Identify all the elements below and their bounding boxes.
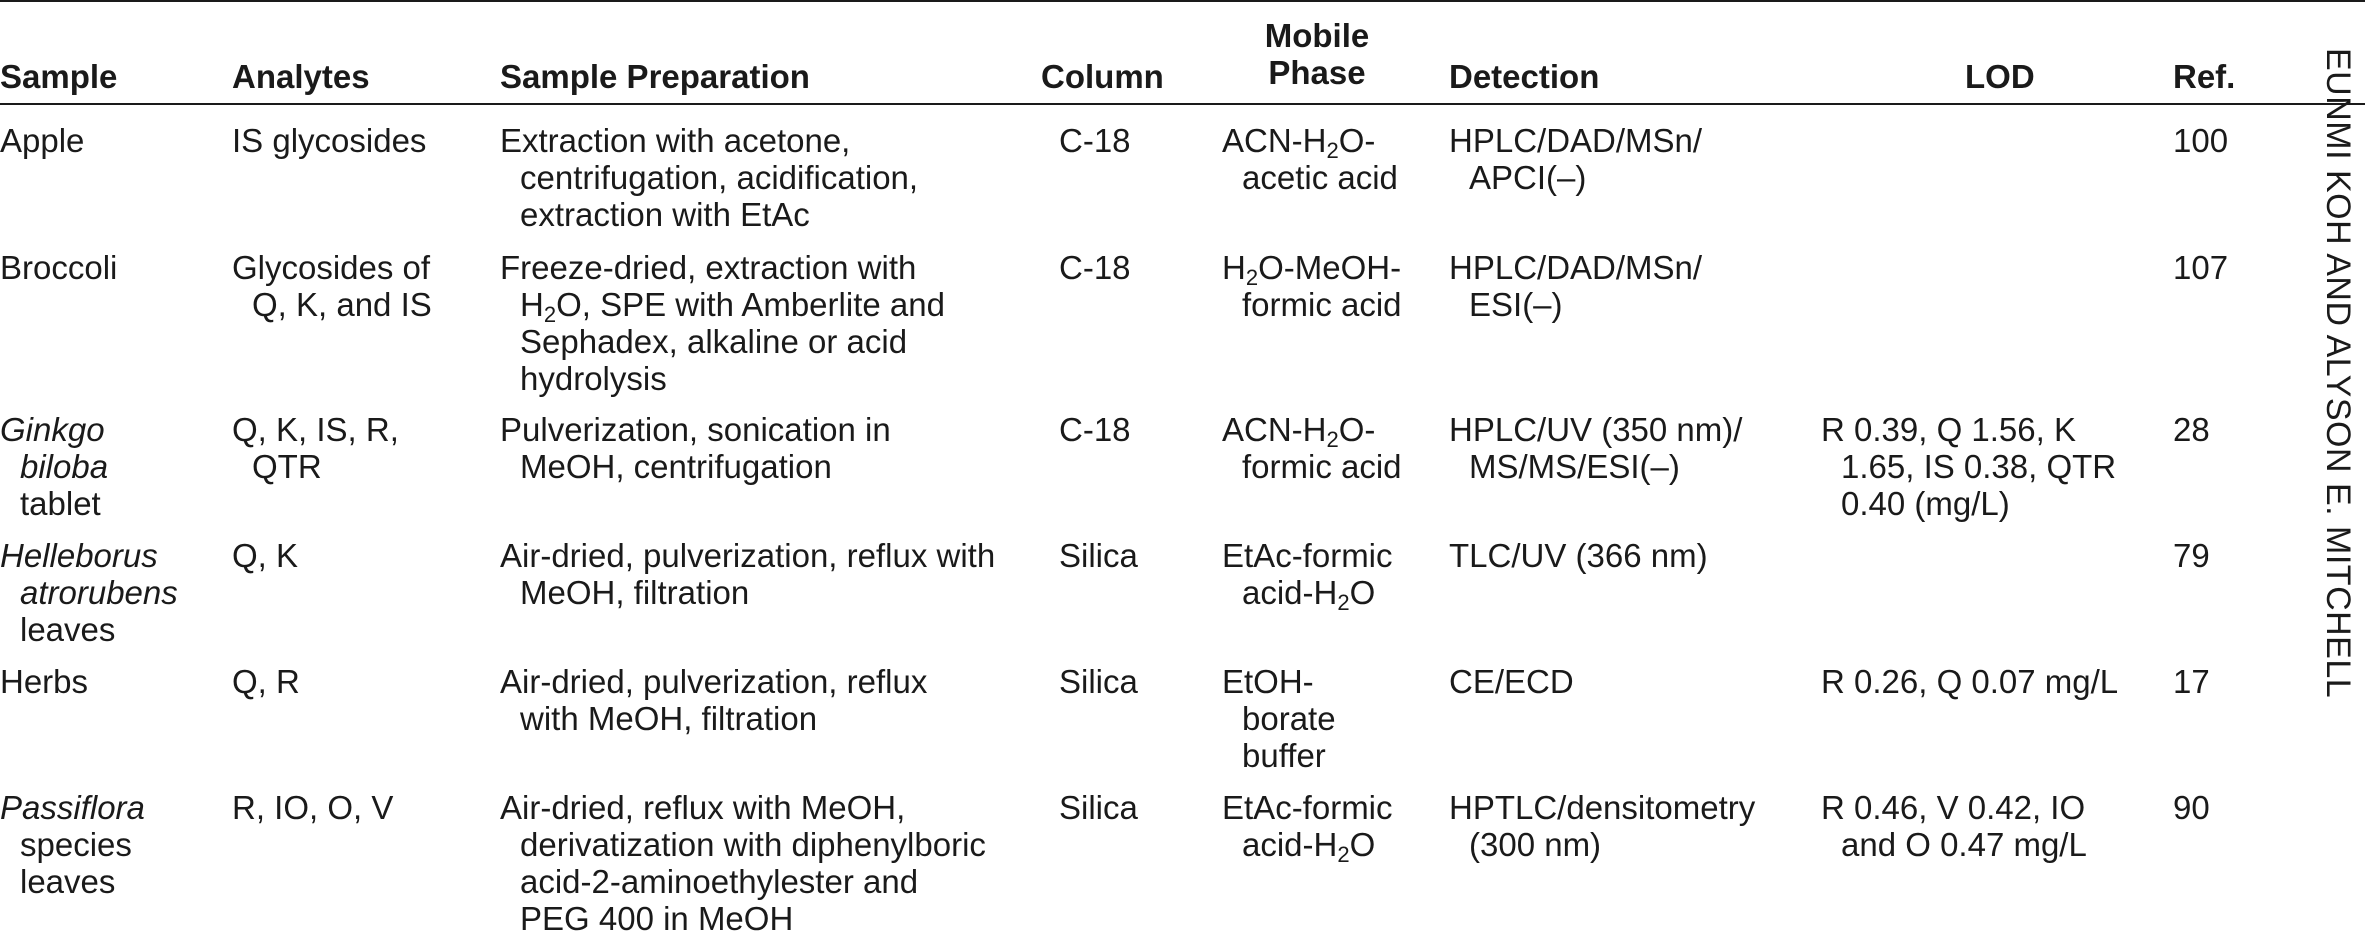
cell-sample: Broccoli bbox=[0, 249, 118, 286]
cell-column: Silica bbox=[1059, 789, 1138, 826]
header-lod: LOD bbox=[1965, 58, 2035, 95]
cell-ref: 28 bbox=[2173, 411, 2210, 448]
cell-detection: HPLC/DAD/MSn/ ESI(–) bbox=[1449, 249, 1703, 323]
cell-detection: HPLC/UV (350 nm)/ MS/MS/ESI(–) bbox=[1449, 411, 1743, 485]
table-top-rule bbox=[0, 0, 2365, 2]
cell-analytes: Q, K bbox=[232, 537, 299, 574]
cell-sample: Ginkgo biloba tablet bbox=[0, 411, 109, 522]
cell-column: C-18 bbox=[1059, 249, 1131, 286]
running-head-text: EUNMI KOH AND ALYSON E. MITCHELL bbox=[2319, 48, 2357, 699]
cell-detection: HPLC/DAD/MSn/ APCI(–) bbox=[1449, 122, 1703, 196]
header-sample-preparation: Sample Preparation bbox=[500, 58, 810, 95]
cell-analytes: Q, K, IS, R, QTR bbox=[232, 411, 399, 485]
cell-column: Silica bbox=[1059, 663, 1138, 700]
cell-mobile-phase: ACN-$H_2O-$ acetic acid bbox=[1222, 122, 1398, 196]
cell-analytes: Q, R bbox=[232, 663, 300, 700]
cell-detection: CE/ECD bbox=[1449, 663, 1574, 700]
cell-analytes: Glycosides of Q, K, and IS bbox=[232, 249, 432, 323]
header-ref: Ref. bbox=[2173, 58, 2236, 95]
cell-ref: 100 bbox=[2173, 122, 2229, 159]
running-head bbox=[2318, 48, 2358, 908]
header-analytes: Analytes bbox=[232, 58, 370, 95]
cell-ref: 107 bbox=[2173, 249, 2229, 286]
cell-sample-preparation: Air-dried, pulverization, reflux with MeOH, filtration bbox=[500, 537, 996, 611]
cell-sample-preparation: Pulverization, sonication in MeOH, centrifugation bbox=[500, 411, 891, 485]
cell-analytes: IS glycosides bbox=[232, 122, 427, 159]
cell-mobile-phase: ACN-$H_2O-$ formic acid bbox=[1222, 411, 1402, 485]
header-detection: Detection bbox=[1449, 58, 1600, 95]
cell-column: C-18 bbox=[1059, 122, 1131, 159]
cell-lod: R 0.39, Q 1.56, K 1.65, IS 0.38, QTR 0.40 (mg/L) bbox=[1821, 411, 2117, 522]
cell-sample-preparation: Extraction with acetone, centrifugation, acidification, extraction with EtAc bbox=[500, 122, 919, 233]
cell-mobile-phase: EtAc-formic acid-$H_2O$ bbox=[1222, 537, 1393, 615]
cell-mobile-phase: EtAc-formic acid-$H_2O$ bbox=[1222, 789, 1393, 867]
cell-lod: R 0.46, V 0.42, IO and O 0.47 mg/L bbox=[1821, 789, 2087, 863]
table-header-rule bbox=[0, 103, 2365, 105]
cell-lod: R 0.26, Q 0.07 mg/L bbox=[1821, 663, 2119, 700]
cell-sample-preparation: Air-dried, pulverization, reflux with MeOH, filtration bbox=[500, 663, 928, 737]
cell-ref: 90 bbox=[2173, 789, 2210, 826]
cell-sample-preparation: Air-dried, reflux with MeOH, derivatization with diphenylboric acid-2-aminoethylester and PEG 400 in MeOH bbox=[500, 789, 986, 937]
cell-detection: TLC/UV (366 nm) bbox=[1449, 537, 1708, 574]
header-column: Column bbox=[1041, 58, 1164, 95]
cell-sample: Herbs bbox=[0, 663, 89, 700]
cell-ref: 17 bbox=[2173, 663, 2210, 700]
cell-column: C-18 bbox=[1059, 411, 1131, 448]
cell-sample: Helleborus atrorubens leaves bbox=[0, 537, 178, 648]
cell-column: Silica bbox=[1059, 537, 1138, 574]
cell-mobile-phase: EtOH- borate buffer bbox=[1222, 663, 1336, 774]
header-mobile-phase: Mobile Phase bbox=[1264, 17, 1370, 91]
cell-detection: HPTLC/densitometry (300 nm) bbox=[1449, 789, 1756, 863]
cell-sample: Passiflora species leaves bbox=[0, 789, 145, 900]
cell-analytes: R, IO, O, V bbox=[232, 789, 394, 826]
cell-sample: Apple bbox=[0, 122, 85, 159]
cell-mobile-phase: $H_2O-MeOH-$ formic acid bbox=[1222, 249, 1402, 323]
cell-ref: 79 bbox=[2173, 537, 2210, 574]
cell-sample-preparation: Freeze-dried, extraction with $H_2O$, SPE with Amberlite and Sephadex, alkaline or acid hydrolysis bbox=[500, 249, 945, 397]
header-sample: Sample bbox=[0, 58, 118, 95]
